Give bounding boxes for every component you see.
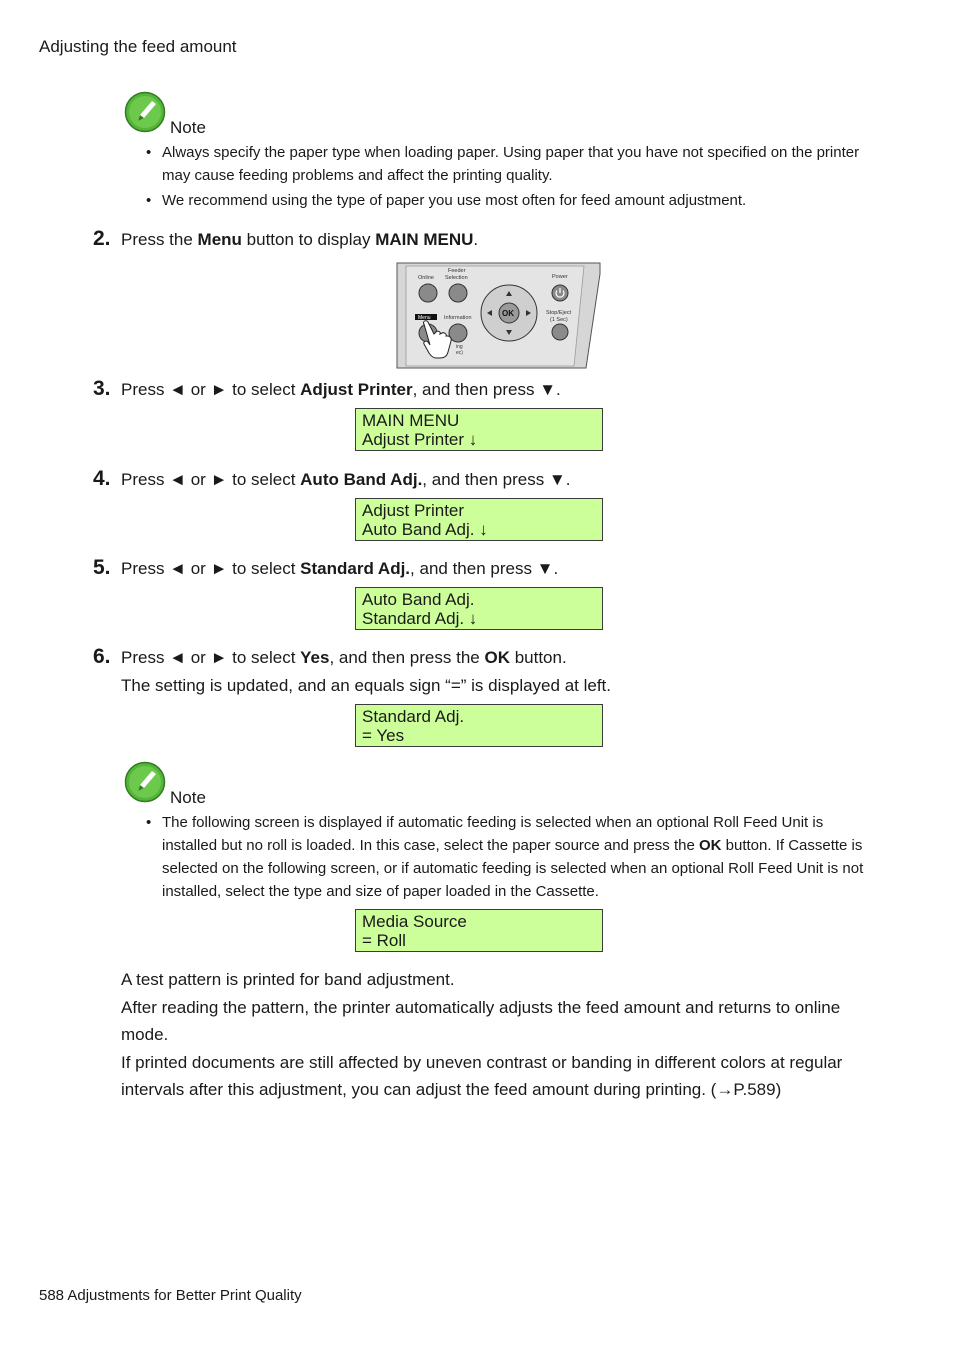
- page-footer: 588 Adjustments for Better Print Quality: [39, 1287, 302, 1304]
- step-number: 3.: [93, 377, 111, 400]
- step-number: 6.: [93, 645, 111, 668]
- feeder-selection-button[interactable]: [449, 284, 467, 302]
- body-text: [121, 966, 881, 1104]
- partial-label: ec): [456, 350, 463, 356]
- note-list: [146, 141, 876, 214]
- information-label: Information: [444, 315, 472, 321]
- note-item: • Always specify the paper type when loading paper. Using paper that you have not specified on the printer may cause feeding problems and affect the printing quality.: [146, 141, 876, 187]
- step-text: Press ◄ or ► to select Standard Adj., and then press ▼.: [121, 559, 559, 578]
- partial-label: ing: [456, 344, 463, 350]
- note-item: • We recommend using the type of paper you use most often for feed amount adjustment.: [146, 189, 876, 212]
- stop-eject-button[interactable]: [552, 324, 568, 340]
- lcd-line: Auto Band Adj.: [362, 590, 475, 609]
- body-paragraph: After reading the pattern, the printer automatically adjusts the feed amount and returns to online mode.: [121, 997, 841, 1044]
- selection-label: Selection: [445, 275, 468, 281]
- step-text: Press the Menu button to display MAIN MENU.: [121, 230, 479, 249]
- menu-label: Menu: [418, 315, 431, 321]
- lcd-line: Auto Band Adj. ↓: [362, 520, 488, 539]
- lcd-line: Adjust Printer ↓: [362, 430, 478, 449]
- body-paragraph: If printed documents are still affected by uneven contrast or banding in different colors at regular intervals after this adjustment, you can adjust the feed amount during printing. (→P.589): [121, 1052, 843, 1099]
- power-label: Power: [552, 274, 568, 280]
- control-panel-illustration: [396, 262, 602, 370]
- lcd-screen: [355, 704, 603, 747]
- lcd-screen: [355, 498, 603, 541]
- lcd-screen: [355, 909, 603, 952]
- note-label: Note: [170, 118, 206, 137]
- note-pencil-icon: [124, 91, 166, 133]
- lcd-line: = Yes: [362, 726, 405, 745]
- online-button[interactable]: [419, 284, 437, 302]
- step-text: Press ◄ or ► to select Adjust Printer, and then press ▼.: [121, 380, 561, 399]
- stop-time-label: (1 Sec): [550, 317, 568, 323]
- body-paragraph: A test pattern is printed for band adjustment.: [121, 970, 455, 989]
- step-text: Press ◄ or ► to select Auto Band Adj., and then press ▼.: [121, 470, 571, 489]
- step-number: 4.: [93, 467, 111, 490]
- online-label: Online: [418, 275, 434, 281]
- page-header: Adjusting the feed amount: [39, 37, 237, 56]
- feeder-label: Feeder: [448, 268, 466, 274]
- step-text: Press ◄ or ► to select Yes, and then press the OK button.: [121, 648, 567, 667]
- lcd-line: Standard Adj.: [362, 707, 465, 726]
- note-pencil-icon: [124, 761, 166, 803]
- note-label: Note: [170, 788, 206, 807]
- lcd-line: MAIN MENU: [362, 411, 460, 430]
- lcd-screen: [355, 408, 603, 451]
- lcd-line: Standard Adj. ↓: [362, 609, 478, 628]
- step-number: 2.: [93, 227, 111, 250]
- step-number: 5.: [93, 556, 111, 579]
- step-subtext: The setting is updated, and an equals sign “=” is displayed at left.: [121, 676, 611, 695]
- stop-eject-label: Stop/Eject: [546, 310, 572, 316]
- lcd-line: Adjust Printer: [362, 501, 465, 520]
- note-item: • The following screen is displayed if automatic feeding is selected when an optional Roll Feed Unit is installed but no roll is loaded. In this case, select the paper source and press the OK button. If Cassette is selected on the following screen, or if automatic feeding is selected when an optional Roll Feed Unit is not installed, select the type and size of paper loaded in the Cassette.: [146, 811, 876, 903]
- lcd-screen: [355, 587, 603, 630]
- lcd-line: Media Source: [362, 912, 467, 931]
- ok-label: OK: [502, 309, 514, 318]
- note-list: [146, 811, 876, 905]
- lcd-line: = Roll: [362, 931, 406, 950]
